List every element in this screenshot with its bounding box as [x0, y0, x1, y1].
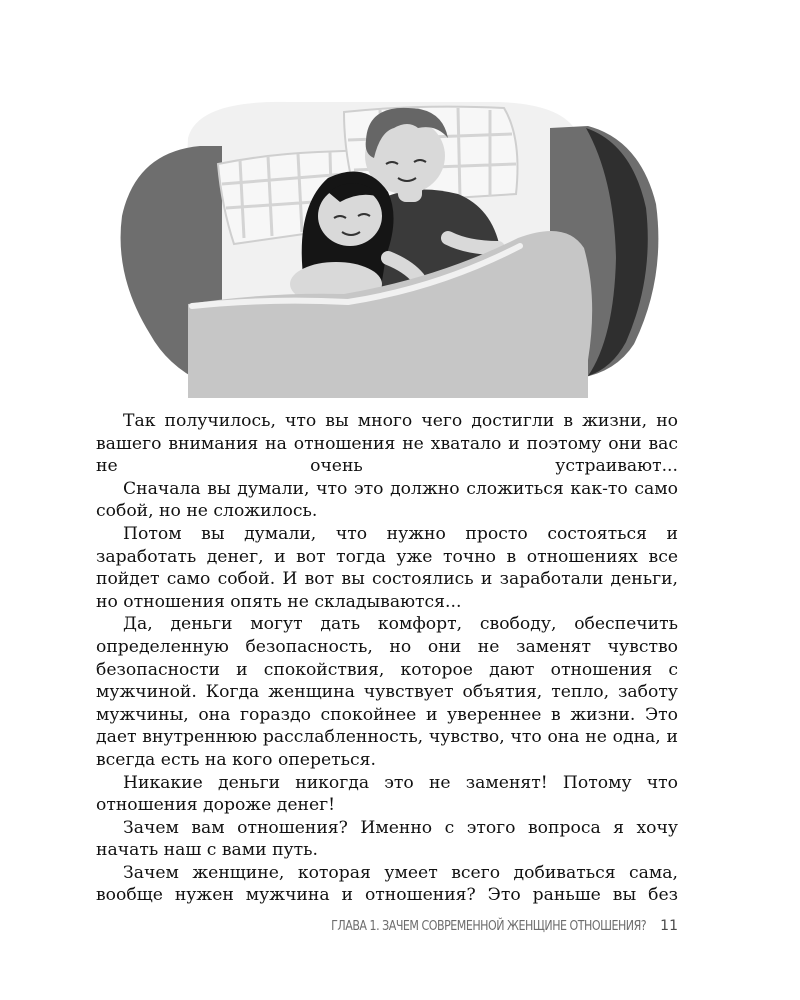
paragraph: Зачем женщине, которая умеет всего добиваться сама, вообще нужен мужчина и отношения? Это раньше вы без	[96, 862, 678, 906]
page-number: 11	[660, 918, 678, 934]
couple-sleeping-in-bed-illustration	[118, 98, 678, 398]
paragraph: Зачем вам отношения? Именно с этого вопроса я хочу начать наш с вами путь.	[96, 817, 678, 861]
paragraph: Да, деньги могут дать комфорт, свободу, обеспечить определенную безопасность, но они не заменят чувство безопасности и спокойствия, которое дают отношения с мужчиной. Когда женщина чувствует объятия, тепло, заботу мужчины, она гораздо спокойнее и увереннее в жизни. Это дает внутреннюю расслабленность, чувство, что она не одна, и всегда есть на кого опереться.	[96, 614, 678, 770]
paragraph: Так получилось, что вы много чего достигли в жизни, но вашего внимания на отношения не хватало и поэтому они вас не очень устраивают...	[96, 411, 678, 477]
paragraph: Никакие деньги никогда это не заменят! Потому что отношения дороже денег!	[96, 772, 678, 816]
body-text	[96, 410, 678, 907]
paragraph: Потом вы думали, что нужно просто состояться и заработать денег, и вот тогда уже точно в отношениях все пойдет само собой. И вот вы состоялись и заработали деньги, но отношения опять не складываются...	[96, 523, 678, 612]
paragraph: Сначала вы думали, что это должно сложиться как-то само собой, но не сложилось.	[96, 478, 678, 522]
running-head: ГЛАВА 1. ЗАЧЕМ СОВРЕМЕННОЙ ЖЕНЩИНЕ ОТНОШЕНИЯ?	[331, 918, 647, 934]
couple-sleeping-illustration	[118, 98, 678, 398]
page-footer	[250, 918, 678, 934]
